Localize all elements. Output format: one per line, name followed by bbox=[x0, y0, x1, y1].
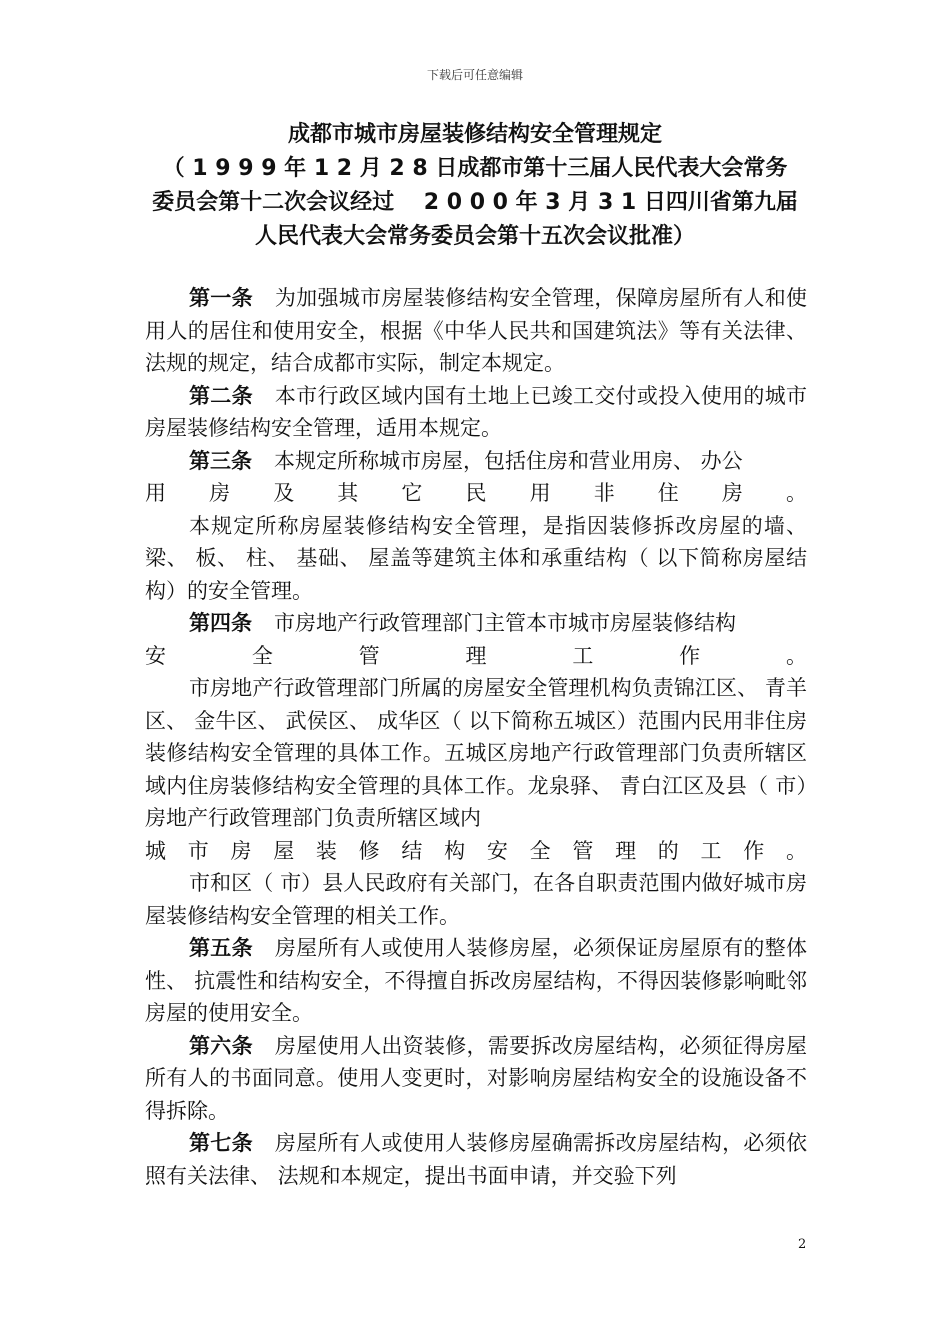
document-body bbox=[145, 282, 807, 1192]
header-note: 下载后可任意编辑 bbox=[426, 68, 523, 82]
article-3-continuation: 用房及其它民用非住房。 bbox=[145, 481, 807, 505]
article-6 bbox=[145, 1030, 807, 1128]
article-text: 市房地产行政管理部门主管本市城市房屋装修结构 bbox=[274, 611, 736, 635]
article-label: 第二条 bbox=[189, 383, 253, 408]
article-text: 房屋所有人或使用人装修房屋，必须保证房屋原有的整体性、 抗震性和结构安全，不得擅自拆改房屋结构，不得因装修影响毗邻房屋的使用安全。 bbox=[145, 936, 807, 1025]
article-text: 为加强城市房屋装修结构安全管理，保障房屋所有人和使用人的居住和使用安全，根据《中华人民共和国建筑法》等有关法律、 法规的规定，结合成都市实际，制定本规定。 bbox=[145, 286, 807, 375]
article-3 bbox=[145, 445, 807, 478]
document-title bbox=[110, 118, 840, 254]
article-5 bbox=[145, 932, 807, 1030]
article-4-paragraph-2: 市房地产行政管理部门所属的房屋安全管理机构负责锦江区、 青羊区、 金牛区、 武侯区、 成华区（ 以下简称五城区）范围内民用非住房装修结构安全管理的具体工作。五城区房地产行政管理部门负责所辖区域内住房装修结构安全管理的具体工作。龙泉驿、 青白江区及县（ 市）房地产行政管理部门负责所辖区域内 bbox=[145, 676, 807, 830]
article-text: 本规定所称城市房屋，包括住房和营业用房、 办公 bbox=[274, 448, 743, 473]
title-line: 人民代表大会常务委员会第十五次会议批准） bbox=[254, 224, 695, 249]
article-2 bbox=[145, 380, 807, 445]
article-label: 第六条 bbox=[189, 1033, 253, 1058]
article-3-paragraph-2: 本规定所称房屋装修结构安全管理，是指因装修拆改房屋的墙、 梁、 板、 柱、 基础、 屋盖等建筑主体和承重结构（ 以下简称房屋结构）的安全管理。 bbox=[145, 513, 807, 603]
article-4 bbox=[145, 607, 807, 640]
article-4-paragraph-2-continuation: 城市房屋装修结构安全管理的工作。 bbox=[145, 838, 807, 863]
article-label: 第七条 bbox=[189, 1131, 253, 1155]
article-4-continuation: 安全管理工作。 bbox=[145, 643, 807, 668]
article-label: 第四条 bbox=[189, 611, 252, 635]
title-line: 成都市城市房屋装修结构安全管理规定 bbox=[287, 122, 662, 147]
article-label: 第五条 bbox=[189, 936, 253, 960]
article-7 bbox=[145, 1127, 807, 1192]
article-text: 房屋所有人或使用人装修房屋确需拆改房屋结构，必须依照有关法律、 法规和本规定，提出书面申请，并交验下列 bbox=[145, 1131, 807, 1188]
article-1 bbox=[145, 282, 807, 380]
article-label: 第三条 bbox=[189, 448, 252, 473]
article-text: 本市行政区域内国有土地上已竣工交付或投入使用的城市房屋装修结构安全管理，适用本规定。 bbox=[145, 383, 807, 440]
page-number: 2 bbox=[798, 1237, 807, 1252]
article-label: 第一条 bbox=[189, 286, 253, 310]
article-text: 房屋使用人出资装修，需要拆改房屋结构，必须征得房屋所有人的书面同意。使用人变更时，对影响房屋结构安全的设施设备不得拆除。 bbox=[145, 1033, 807, 1123]
title-line: （ 1 9 9 9 年 1 2 月 2 8 日成都市第十三届人民代表大会常务 bbox=[162, 156, 788, 181]
article-4-paragraph-3: 市和区（ 市）县人民政府有关部门，在各自职责范围内做好城市房屋装修结构安全管理的相关工作。 bbox=[145, 871, 807, 928]
title-line: 委员会第十二次会议经过 2 0 0 0 年 3 月 3 1 日四川省第九届 bbox=[152, 190, 798, 215]
